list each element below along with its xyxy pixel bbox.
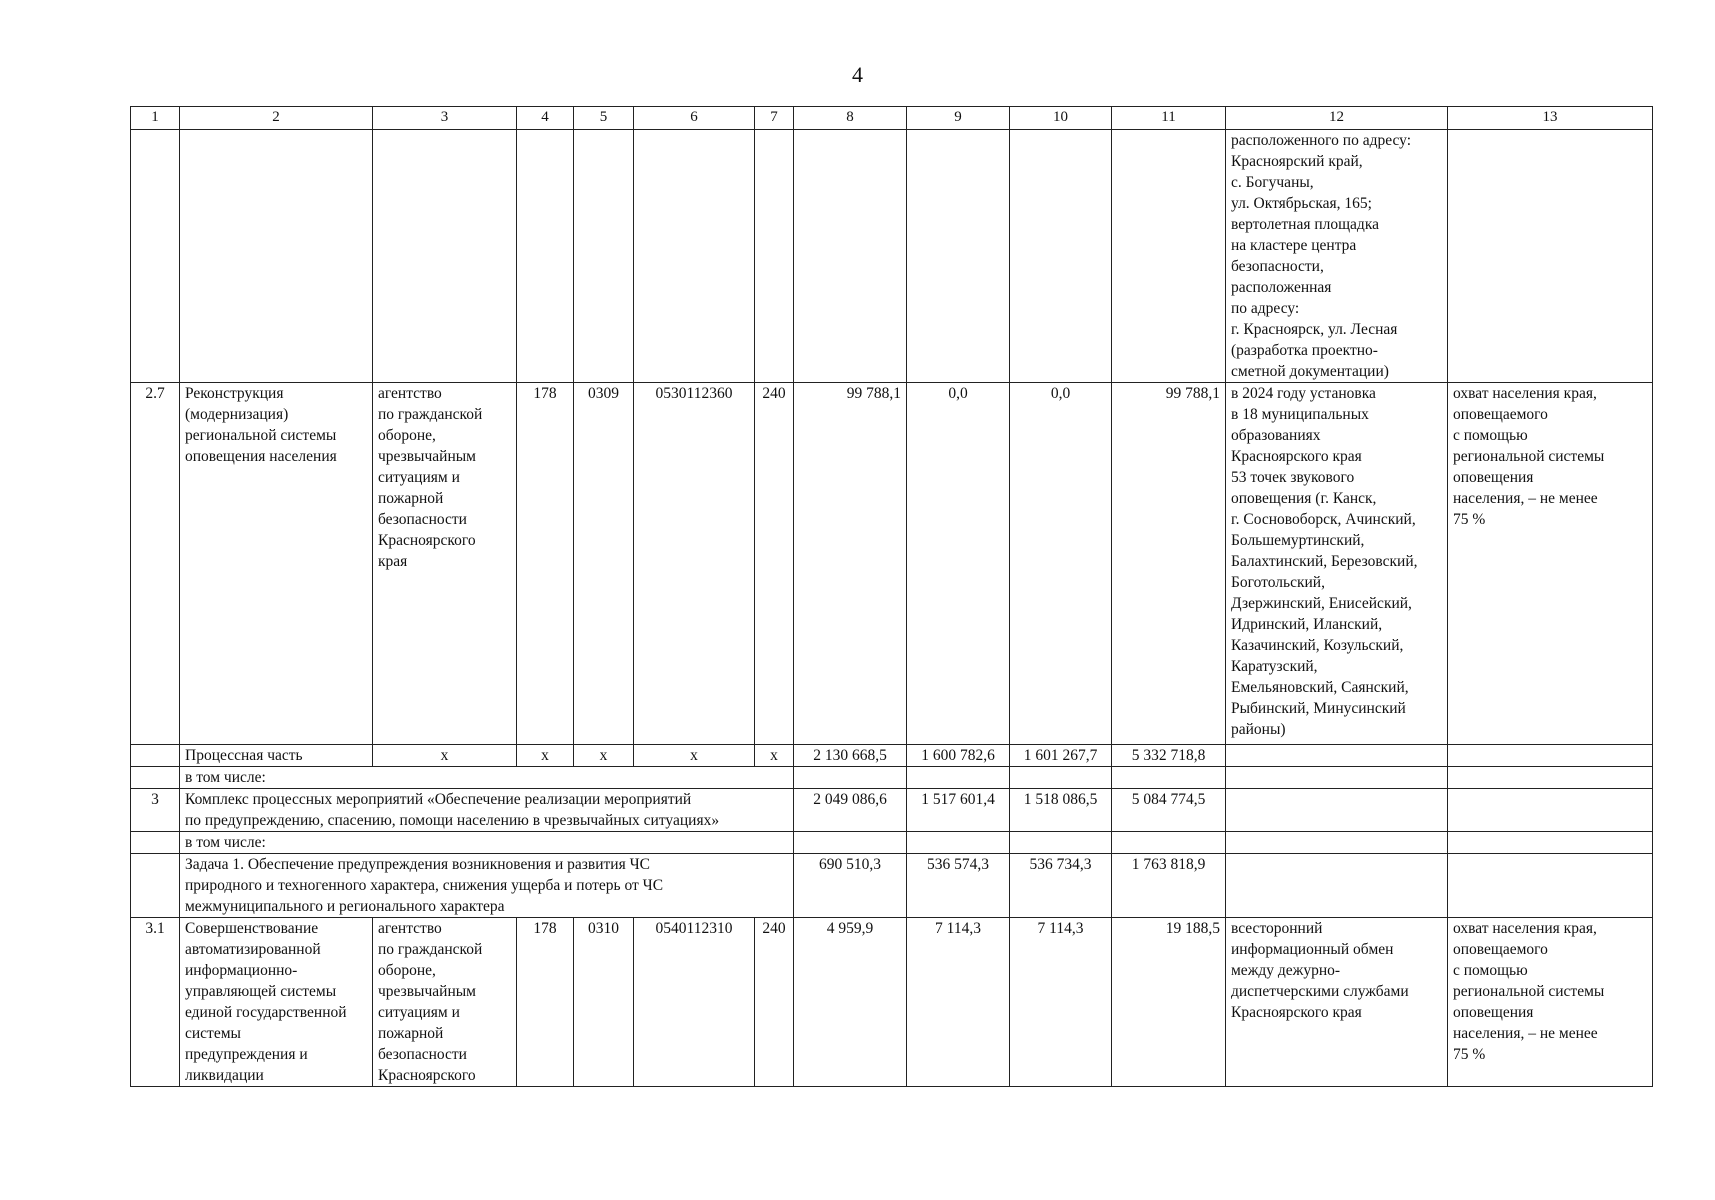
indicator-cell: охват населения края, оповещаемого с помощью региональной системы оповещения населения, – не менее 75 % (1448, 383, 1653, 745)
amount-2025: 7 114,3 (907, 918, 1010, 1087)
measure-name: Реконструкция (модернизация) региональной системы оповещения населения (180, 383, 373, 745)
budget-table (130, 106, 1653, 1087)
x-mark: x (373, 745, 517, 767)
table-row-task1 (131, 854, 1653, 918)
table-row-3-1 (131, 918, 1653, 1087)
amount-total: 5 084 774,5 (1112, 789, 1226, 832)
csr-cell: 0530112360 (634, 383, 755, 745)
amount-total: 99 788,1 (1112, 383, 1226, 745)
amount-2024: 4 959,9 (794, 918, 907, 1087)
x-mark: x (755, 745, 794, 767)
col-header: 5 (574, 107, 634, 130)
amount-2024: 2 130 668,5 (794, 745, 907, 767)
agency-cell: агентство по гражданской обороне, чрезвычайным ситуациям и пожарной безопасности Красноярского (373, 918, 517, 1087)
vr-cell: 240 (755, 918, 794, 1087)
col-header: 13 (1448, 107, 1653, 130)
col-header: 6 (634, 107, 755, 130)
including-label: в том числе: (180, 767, 794, 789)
amount-total: 1 763 818,9 (1112, 854, 1226, 918)
rzpr-cell: 0309 (574, 383, 634, 745)
task-name: Задача 1. Обеспечение предупреждения возникновения и развития ЧС природного и техногенного характера, снижения ущерба и потерь от ЧС межмуниципального и регионального характера (180, 854, 794, 918)
table-row-including (131, 832, 1653, 854)
amount-2026: 536 734,3 (1010, 854, 1112, 918)
amount-2025: 1 517 601,4 (907, 789, 1010, 832)
amount-total: 5 332 718,8 (1112, 745, 1226, 767)
col-header: 10 (1010, 107, 1112, 130)
col-header: 4 (517, 107, 574, 130)
table-row-including (131, 767, 1653, 789)
including-label: в том числе: (180, 832, 794, 854)
result-cell: расположенного по адресу: Красноярский край, с. Богучаны, ул. Октябрьская, 165; вертолетная площадка на кластере центра безопасности, расположенная по адресу: г. Красноярск, ул. Лесная (разработка проектно- сметной документации) (1226, 130, 1448, 383)
amount-2025: 1 600 782,6 (907, 745, 1010, 767)
table-row-process (131, 745, 1653, 767)
x-mark: x (574, 745, 634, 767)
amount-2024: 99 788,1 (794, 383, 907, 745)
measure-name: Совершенствование автоматизированной информационно- управляющей системы единой государственной системы предупреждения и ликвидации (180, 918, 373, 1087)
col-header: 1 (131, 107, 180, 130)
col-header: 2 (180, 107, 373, 130)
x-mark: x (634, 745, 755, 767)
amount-2026: 1 601 267,7 (1010, 745, 1112, 767)
amount-total: 19 188,5 (1112, 918, 1226, 1087)
col-header: 9 (907, 107, 1010, 130)
amount-2025: 0,0 (907, 383, 1010, 745)
complex-name: Комплекс процессных мероприятий «Обеспечение реализации мероприятий по предупреждению, спасению, помощи населению в чрезвычайных ситуациях» (180, 789, 794, 832)
row-number: 3.1 (131, 918, 180, 1087)
page-number: 4 (852, 62, 863, 87)
csr-cell: 0540112310 (634, 918, 755, 1087)
amount-2025: 536 574,3 (907, 854, 1010, 918)
grbs-cell: 178 (517, 918, 574, 1087)
table-row-3 (131, 789, 1653, 832)
amount-2026: 7 114,3 (1010, 918, 1112, 1087)
grbs-cell: 178 (517, 383, 574, 745)
process-label: Процессная часть (180, 745, 373, 767)
indicator-cell: охват населения края, оповещаемого с помощью региональной системы оповещения населения, – не менее 75 % (1448, 918, 1653, 1087)
agency-cell: агентство по гражданской обороне, чрезвычайным ситуациям и пожарной безопасности Красноярского края (373, 383, 517, 745)
col-header: 3 (373, 107, 517, 130)
row-number: 3 (131, 789, 180, 832)
amount-2024: 2 049 086,6 (794, 789, 907, 832)
x-mark: x (517, 745, 574, 767)
row-number: 2.7 (131, 383, 180, 745)
table-row-continuation (131, 130, 1653, 383)
result-cell: в 2024 году установка в 18 муниципальных образованиях Красноярского края 53 точек звукового оповещения (г. Канск, г. Сосновоборск, Ачинский, Большемуртинский, Балахтинский, Березовский, Боготольский, Дзержинский, Енисейский, Идринский, Иланский, Казачинский, Козульский, Каратузский, Емельяновский, Саянский, Рыбинский, Минусинский районы) (1226, 383, 1448, 745)
column-number-row (131, 107, 1653, 130)
col-header: 11 (1112, 107, 1226, 130)
col-header: 8 (794, 107, 907, 130)
rzpr-cell: 0310 (574, 918, 634, 1087)
table-row-2-7 (131, 383, 1653, 745)
col-header: 7 (755, 107, 794, 130)
result-cell: всесторонний информационный обмен между дежурно- диспетчерскими службами Красноярского края (1226, 918, 1448, 1087)
vr-cell: 240 (755, 383, 794, 745)
col-header: 12 (1226, 107, 1448, 130)
amount-2024: 690 510,3 (794, 854, 907, 918)
amount-2026: 1 518 086,5 (1010, 789, 1112, 832)
amount-2026: 0,0 (1010, 383, 1112, 745)
